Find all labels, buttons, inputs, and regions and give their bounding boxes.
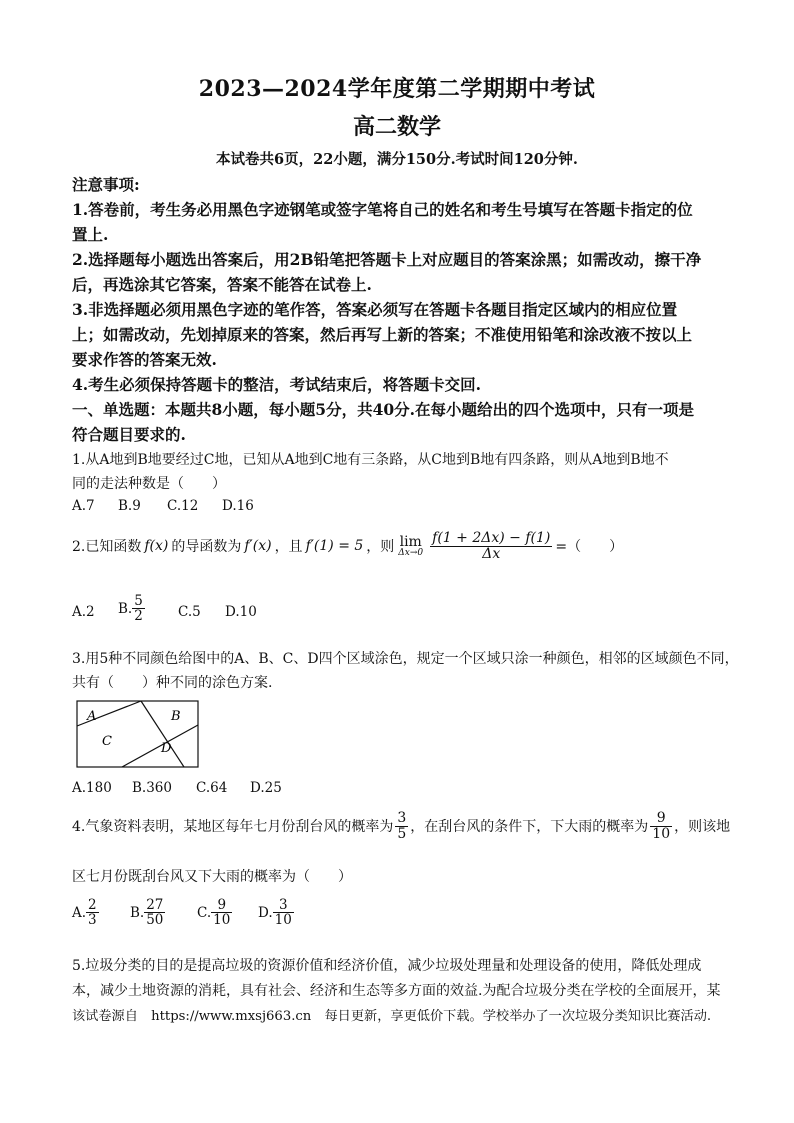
q3-option-b: B.360 <box>132 780 172 796</box>
q2-fpx: f′(x) <box>244 538 272 555</box>
q5-line-3: 该试卷源自 https://www.mxsj663.cn 每日更新，享更低价下载。学校举办了一次垃圾分类知识比赛活动. <box>72 1009 712 1024</box>
section-1-line-1: 一、单选题：本题共8小题，每小题5分，共40分.在每小题给出的四个选项中，只有一项是 <box>72 400 695 419</box>
q2-suffix: =（ ） <box>555 539 624 556</box>
q4-option-c-num: 9 <box>211 898 232 913</box>
q2-numerator: f(1 + 2Δx) − f(1) <box>432 530 551 546</box>
note-2-line-1: 2.选择题每小题选出答案后，用2B铅笔把答题卡上对应题目的答案涂黑；如需改动，擦干净 <box>72 250 702 269</box>
q4-prob-typhoon-num: 3 <box>397 810 407 826</box>
q4-option-d <box>258 898 294 927</box>
q4-mid: ，在刮台风的条件下，下大雨的概率为 <box>410 819 649 836</box>
q5-line-1: 5.垃圾分类的目的是提高垃圾的资源价值和经济价值，减少垃圾处理量和处理设备的使用，降低处理成 <box>72 958 702 974</box>
q4-prob-rain-num: 9 <box>650 811 672 827</box>
note-2-line-2: 后，再选涂其它答案，答案不能答在试卷上. <box>72 275 372 294</box>
q2-option-c: C.5 <box>178 604 201 620</box>
note-3-line-2: 上；如需改动，先划掉原来的答案，然后再写上新的答案；不准使用铅笔和涂改液不按以上 <box>72 325 693 344</box>
q4-option-a-label: A. <box>72 904 87 921</box>
q3-option-d: D.25 <box>250 780 282 796</box>
q4-suffix: ，则该地 <box>674 819 731 836</box>
section-1-line-2: 符合题目要求的. <box>72 425 186 444</box>
q1-option-c: C.12 <box>167 498 199 514</box>
note-4: 4.考生必须保持答题卡的整洁，考试结束后，将答题卡交回. <box>72 375 482 394</box>
q2-option-b-num: 5 <box>134 593 143 609</box>
q4-option-c-label: C. <box>197 904 212 921</box>
exam-title: 2023—2024学年度第二学期期中考试 <box>198 76 596 102</box>
q2-option-b-fraction <box>132 594 145 623</box>
note-1-line-2: 置上. <box>72 225 109 244</box>
q4-prob-typhoon <box>395 811 408 841</box>
q5-line-2: 本，减少土地资源的消耗，具有社会、经济和生态等多方面的效益.为配合垃圾分类在学校的全面展开，某 <box>72 983 721 999</box>
q2-mid3: ，则 <box>366 539 395 556</box>
q2-option-a: A.2 <box>72 604 95 620</box>
q4-option-d-fraction <box>273 898 294 927</box>
q2-option-b-prefix: B. <box>118 600 133 617</box>
subject-title: 高二数学 <box>352 114 441 140</box>
q1-option-a: A.7 <box>72 498 95 514</box>
q2-option-b-den: 2 <box>134 608 143 625</box>
figure-line-cd <box>122 725 198 767</box>
figure-label-c: C <box>102 734 112 749</box>
q4-line-2: 区七月份既刮台风又下大雨的概率为（ ） <box>72 869 352 885</box>
figure-label-b: B <box>171 709 181 724</box>
note-1-line-1: 1.答卷前，考生务必用黑色字迹钢笔或签字笔将自己的姓名和考生号填写在答题卡指定的位 <box>72 200 693 219</box>
q4-option-a-fraction <box>86 898 99 927</box>
q4-option-c-fraction <box>211 898 232 927</box>
q4-prefix: 4.气象资料表明，某地区每年七月份刮台风的概率为 <box>72 819 394 836</box>
q2-condition: f′(1) = 5 <box>305 538 364 555</box>
q4-line-1 <box>72 811 730 841</box>
q4-option-b <box>130 898 165 927</box>
q3-option-a: A.180 <box>72 780 112 796</box>
q2-option-b <box>118 594 145 623</box>
q4-prob-rain-den: 10 <box>652 825 671 842</box>
q3-line-2: 共有（ ）种不同的涂色方案. <box>72 675 273 691</box>
note-3-line-3: 要求作答的答案无效. <box>72 350 217 369</box>
q2-option-d: D.10 <box>225 604 257 620</box>
q2-mid2: ，且 <box>274 539 303 556</box>
q2-stem <box>72 531 623 561</box>
notes-heading: 注意事项: <box>72 175 140 194</box>
q4-option-b-fraction <box>144 898 165 927</box>
q2-lim-label: lim <box>399 533 422 550</box>
q4-option-b-den: 50 <box>146 912 164 929</box>
q4-option-a-den: 3 <box>88 912 97 929</box>
note-3-line-1: 3.非选择题必须用黑色字迹的笔作答，答案必须写在答题卡各题目指定区域内的相应位置 <box>72 300 678 319</box>
q4-option-d-num: 3 <box>273 898 294 913</box>
q1-line-1: 1.从A地到B地要经过C地，已知从A地到C地有三条路，从C地到B地有四条路，则从A地到B地不 <box>72 452 669 468</box>
q4-option-d-den: 10 <box>274 912 292 929</box>
q4-option-c <box>197 898 232 927</box>
q4-option-a <box>72 898 99 927</box>
q4-prob-rain <box>650 811 672 841</box>
q1-option-d: D.16 <box>222 498 254 514</box>
q4-option-a-num: 2 <box>88 897 97 913</box>
q2-prefix: 2.已知函数 <box>72 539 142 556</box>
q2-fx: f(x) <box>144 538 169 555</box>
q1-line-2: 同的走法种数是（ ） <box>72 476 226 492</box>
figure-label-d: D <box>161 741 172 756</box>
q2-mid1: 的导函数为 <box>171 539 242 556</box>
q4-option-d-label: D. <box>258 904 273 921</box>
q1-option-b: B.9 <box>118 498 141 514</box>
q4-prob-typhoon-den: 5 <box>397 825 407 842</box>
q2-denominator: Δx <box>482 545 501 562</box>
q3-option-c: C.64 <box>196 780 228 796</box>
q2-fraction <box>430 531 552 561</box>
q2-limit <box>398 535 423 558</box>
figure-label-a: A <box>87 709 97 724</box>
q3-line-1: 3.用5种不同颜色给图中的A、B、C、D四个区域涂色，规定一个区域只涂一种颜色，相邻的区域颜色不同， <box>72 651 739 667</box>
region-figure <box>76 700 200 770</box>
exam-info: 本试卷共6页，22小题，满分150分.考试时间120分钟. <box>216 151 578 168</box>
q4-option-c-den: 10 <box>213 912 231 929</box>
q4-option-b-label: B. <box>130 904 145 921</box>
q2-lim-sub: Δx→0 <box>398 547 424 558</box>
q4-option-b-num: 27 <box>146 897 164 913</box>
